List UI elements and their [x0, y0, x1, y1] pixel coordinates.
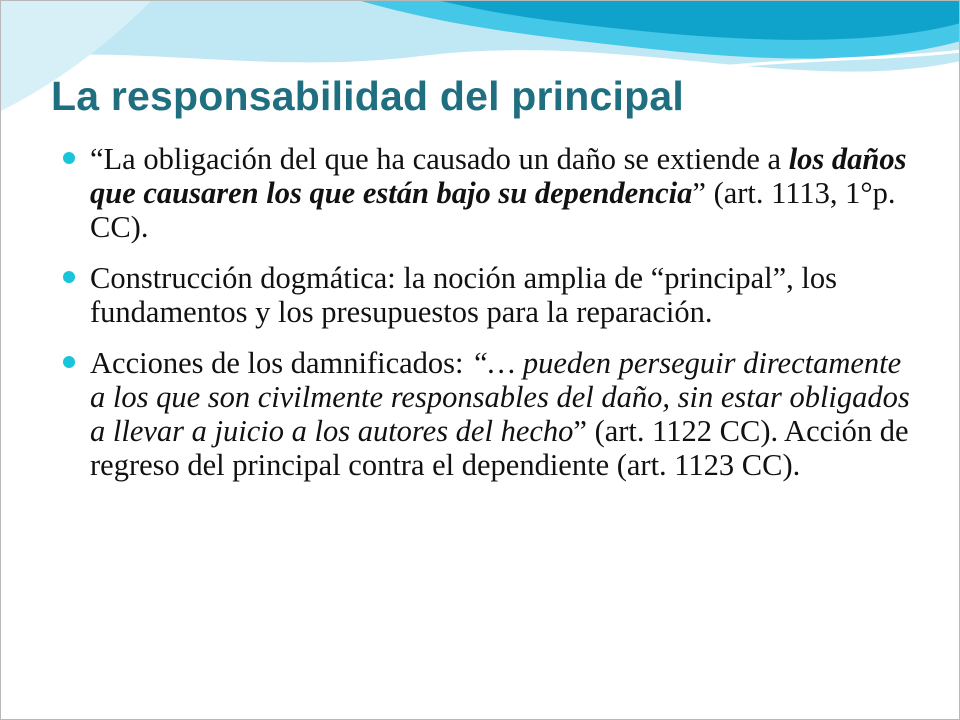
bullet-text: Construcción dogmática: la noción amplia de “principal”, los fundamentos y los presupuestos para la reparación.: [90, 261, 838, 329]
bullet-dot-icon: [63, 356, 75, 368]
bullet-list: [63, 142, 913, 499]
bullet-dot-icon: [63, 271, 75, 283]
slide-title: La responsabilidad del principal: [51, 73, 684, 119]
bullet-close-quote: ”: [692, 176, 706, 210]
bullet-item: [63, 261, 913, 329]
bullet-open-quote: “: [90, 142, 104, 176]
bullet-item: [63, 346, 913, 482]
bullet-emphasis: los daños que causaren los que están bajo su dependencia: [90, 142, 907, 210]
bullet-item: [63, 142, 913, 244]
bullet-text: Acciones de los damnificados:: [90, 346, 472, 380]
bullet-quote: “… pueden perseguir directamente a los que son civilmente responsables del daño, sin estar obligados a llevar a juicio a los autores del hecho: [90, 346, 910, 448]
bullet-citation: (art. 1113, 1°p. CC).: [90, 176, 896, 244]
bullet-citation: ” (art. 1122 CC). Acción de regreso del principal contra el dependiente (art. 1123 CC).: [90, 414, 909, 482]
bullet-text: La obligación del que ha causado un daño se extiende a: [103, 142, 789, 176]
bullet-dot-icon: [63, 152, 75, 164]
